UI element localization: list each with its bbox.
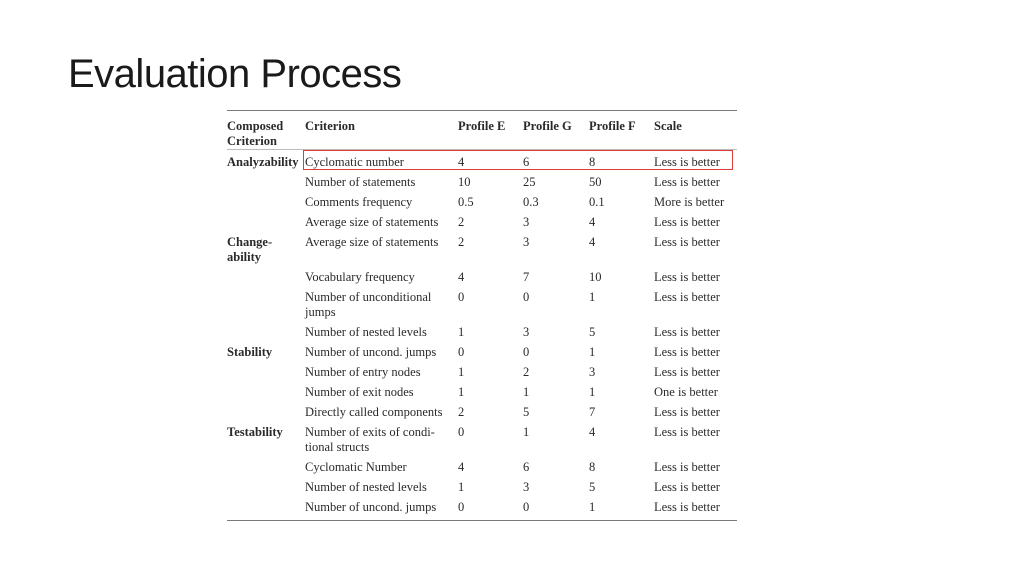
cell-scale: Less is better	[654, 155, 720, 169]
cell-scale: Less is better	[654, 270, 720, 284]
cell-group	[227, 325, 305, 345]
table-row	[227, 345, 737, 365]
cell-criterion: Average size of statements	[305, 215, 439, 229]
cell-scale: Less is better	[654, 425, 720, 439]
cell-profile-e: 4	[458, 155, 465, 169]
cell-profile-g: 0	[523, 500, 589, 521]
cell-group	[227, 175, 305, 195]
cell-group	[227, 480, 305, 500]
cell-criterion: Number of exit nodes	[305, 385, 414, 399]
cell-profile-e: 1	[458, 480, 465, 494]
cell-profile-g: 25	[523, 175, 536, 189]
cell-profile-e: 1	[458, 385, 465, 399]
table-row	[227, 405, 737, 425]
cell-profile-f: 7	[589, 405, 596, 419]
cell-group	[227, 460, 305, 480]
cell-scale: Less is better	[654, 405, 720, 419]
cell-profile-g: 3	[523, 235, 530, 249]
cell-profile-e: 0	[458, 425, 465, 439]
cell-criterion: Cyclomatic Number	[305, 460, 407, 474]
cell-profile-f: 1	[589, 500, 654, 521]
cell-scale: Less is better	[654, 290, 720, 304]
cell-group	[227, 405, 305, 425]
cell-profile-f: 1	[589, 290, 596, 304]
cell-group	[227, 270, 305, 290]
cell-group	[227, 290, 305, 325]
cell-scale: Less is better	[654, 460, 720, 474]
cell-scale: Less is better	[654, 480, 720, 494]
evaluation-table-container	[227, 110, 737, 521]
cell-scale: Less is better	[654, 215, 720, 229]
cell-profile-f: 4	[589, 425, 596, 439]
cell-scale: Less is better	[654, 235, 720, 249]
cell-scale: Less is better	[654, 175, 720, 189]
cell-scale: Less is better	[654, 345, 720, 359]
cell-criterion: Number of unconditional jumps	[305, 290, 432, 319]
table-row	[227, 480, 737, 500]
cell-profile-g: 3	[523, 325, 530, 339]
cell-profile-f: 1	[589, 385, 596, 399]
cell-criterion: Number of entry nodes	[305, 365, 421, 379]
highlight-box	[303, 150, 733, 170]
cell-profile-f: 0.1	[589, 195, 605, 209]
slide-title: Evaluation Process	[68, 52, 402, 96]
cell-profile-g: 1	[523, 425, 530, 439]
cell-scale: Less is better	[654, 365, 720, 379]
cell-profile-e: 10	[458, 175, 471, 189]
cell-profile-f: 5	[589, 480, 596, 494]
cell-profile-f: 1	[589, 345, 596, 359]
cell-criterion: Number of nested levels	[305, 480, 427, 494]
cell-group	[227, 195, 305, 215]
cell-profile-e: 1	[458, 365, 465, 379]
cell-profile-f: 8	[589, 460, 596, 474]
cell-criterion: Number of nested levels	[305, 325, 427, 339]
cell-profile-f: 10	[589, 270, 602, 284]
table-row	[227, 215, 737, 235]
cell-criterion: Comments frequency	[305, 195, 413, 209]
cell-profile-g: 1	[523, 385, 530, 399]
cell-group	[227, 500, 305, 521]
cell-group: Analyzability	[227, 155, 299, 169]
table-row	[227, 365, 737, 385]
table-header-row	[227, 111, 737, 150]
cell-profile-e: 0	[458, 345, 465, 359]
table-row	[227, 425, 737, 460]
cell-scale: More is better	[654, 195, 725, 209]
cell-profile-g: 6	[523, 460, 530, 474]
header-profile-f: Profile F	[589, 111, 654, 150]
cell-profile-e: 1	[458, 325, 465, 339]
evaluation-table	[227, 110, 737, 521]
cell-profile-f: 3	[589, 365, 596, 379]
cell-profile-e: 0	[458, 500, 523, 521]
cell-profile-f: 4	[589, 235, 596, 249]
cell-profile-e: 4	[458, 270, 465, 284]
header-composed-criterion: Composed Criterion	[227, 111, 305, 150]
cell-criterion: Number of exits of condi-tional structs	[305, 425, 435, 454]
table-row	[227, 235, 737, 270]
cell-criterion: Directly called components	[305, 405, 443, 419]
cell-scale: Less is better	[654, 325, 720, 339]
cell-group: Testability	[227, 425, 283, 439]
cell-profile-g: 3	[523, 215, 530, 229]
table-row	[227, 500, 737, 521]
cell-criterion: Cyclomatic number	[305, 155, 404, 169]
cell-criterion: Number of statements	[305, 175, 416, 189]
cell-criterion: Number of uncond. jumps	[305, 500, 458, 521]
table-row	[227, 290, 737, 325]
cell-profile-e: 0	[458, 290, 465, 304]
cell-profile-e: 0.5	[458, 195, 474, 209]
table-row	[227, 175, 737, 195]
cell-group	[227, 385, 305, 405]
table-row	[227, 385, 737, 405]
cell-profile-g: 3	[523, 480, 530, 494]
cell-scale: Less is better	[654, 500, 737, 521]
cell-profile-f: 4	[589, 215, 596, 229]
table-row	[227, 325, 737, 345]
header-profile-g: Profile G	[523, 111, 589, 150]
cell-profile-g: 5	[523, 405, 530, 419]
cell-profile-e: 2	[458, 405, 465, 419]
header-scale: Scale	[654, 111, 737, 150]
cell-profile-g: 6	[523, 155, 530, 169]
cell-criterion: Number of uncond. jumps	[305, 345, 437, 359]
cell-profile-g: 0.3	[523, 195, 539, 209]
table-row	[227, 195, 737, 215]
cell-profile-e: 2	[458, 215, 465, 229]
cell-profile-g: 2	[523, 365, 530, 379]
cell-profile-e: 4	[458, 460, 465, 474]
cell-profile-g: 0	[523, 290, 530, 304]
table-row	[227, 270, 737, 290]
cell-group	[227, 215, 305, 235]
cell-profile-f: 5	[589, 325, 596, 339]
cell-group	[227, 365, 305, 385]
cell-criterion: Average size of statements	[305, 235, 439, 249]
header-profile-e: Profile E	[458, 111, 523, 150]
cell-scale: One is better	[654, 385, 718, 399]
cell-profile-e: 2	[458, 235, 465, 249]
cell-criterion: Vocabulary frequency	[305, 270, 415, 284]
cell-profile-g: 0	[523, 345, 530, 359]
cell-profile-f: 50	[589, 175, 602, 189]
header-criterion: Criterion	[305, 111, 458, 150]
cell-profile-g: 7	[523, 270, 530, 284]
cell-profile-f: 8	[589, 155, 596, 169]
cell-group: Stability	[227, 345, 273, 359]
table-row	[227, 460, 737, 480]
cell-group: Change-ability	[227, 235, 273, 264]
